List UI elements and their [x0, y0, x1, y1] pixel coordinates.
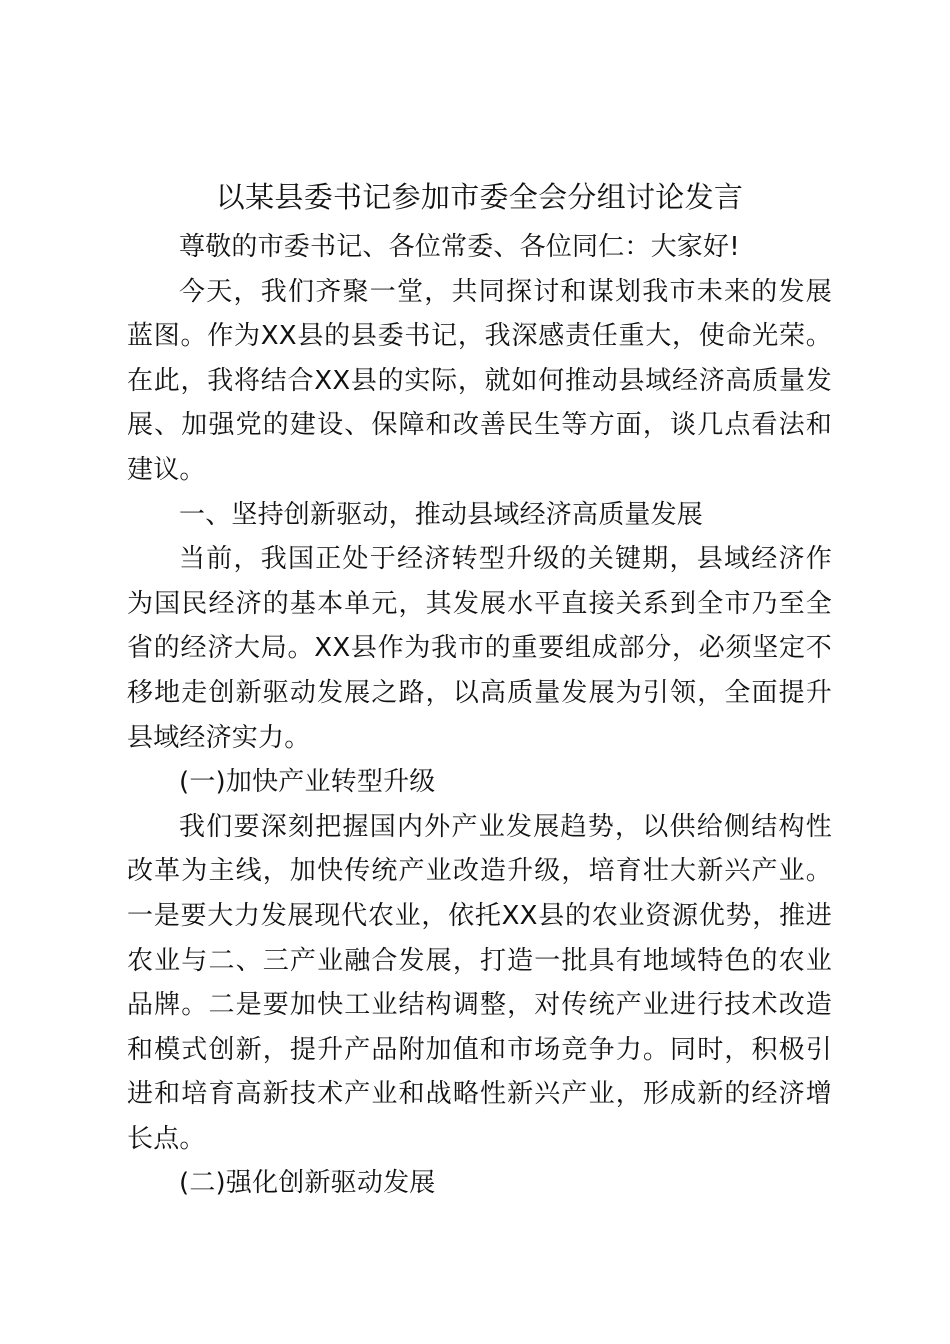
section-heading-1: 一、坚持创新驱动，推动县域经济高质量发展 — [179, 499, 704, 530]
subsection-heading-1: (一)加快产业转型升级 — [179, 767, 436, 798]
subsection-1-paragraph: 我们要深刻把握国内外产业发展趋势，以供给侧结构性改革为主线，加快传统产业改造升级，培育壮大新兴产业。一是要大力发展现代农业，依托XX县的农业资源优势，推进农业与二、三产业融合发展，打造一批具有地域特色的农业品牌。二是要加快工业结构调整，对传统产业进行技术改造和模式创新，提升产品附加值和市场竞争力。同时，积极引进和培育高新技术产业和战略性新兴产业，形成新的经济增长点。 — [127, 811, 832, 1154]
subsection-heading-2: (二)强化创新驱动发展 — [179, 1168, 436, 1199]
greeting-paragraph: 尊敬的市委书记、各位常委、各位同仁：大家好! — [179, 232, 740, 262]
section-1-paragraph: 当前，我国正处于经济转型升级的关键期，县域经济作为国民经济的基本单元，其发展水平直接关系到全市乃至全省的经济大局。XX县作为我市的重要组成部分，必须坚定不移地走创新驱动发展之路，以高质量发展为引领，全面提升县域经济实力。 — [127, 544, 832, 753]
intro-paragraph: 今天，我们齐聚一堂，共同探讨和谋划我市未来的发展蓝图。作为XX县的县委书记，我深感责任重大，使命光荣。在此，我将结合XX县的实际，就如何推动县域经济高质量发展、加强党的建设、保障和改善民生等方面，谈几点看法和建议。 — [127, 276, 832, 485]
document-title: 以某县委书记参加市委全会分组讨论发言 — [215, 180, 744, 214]
